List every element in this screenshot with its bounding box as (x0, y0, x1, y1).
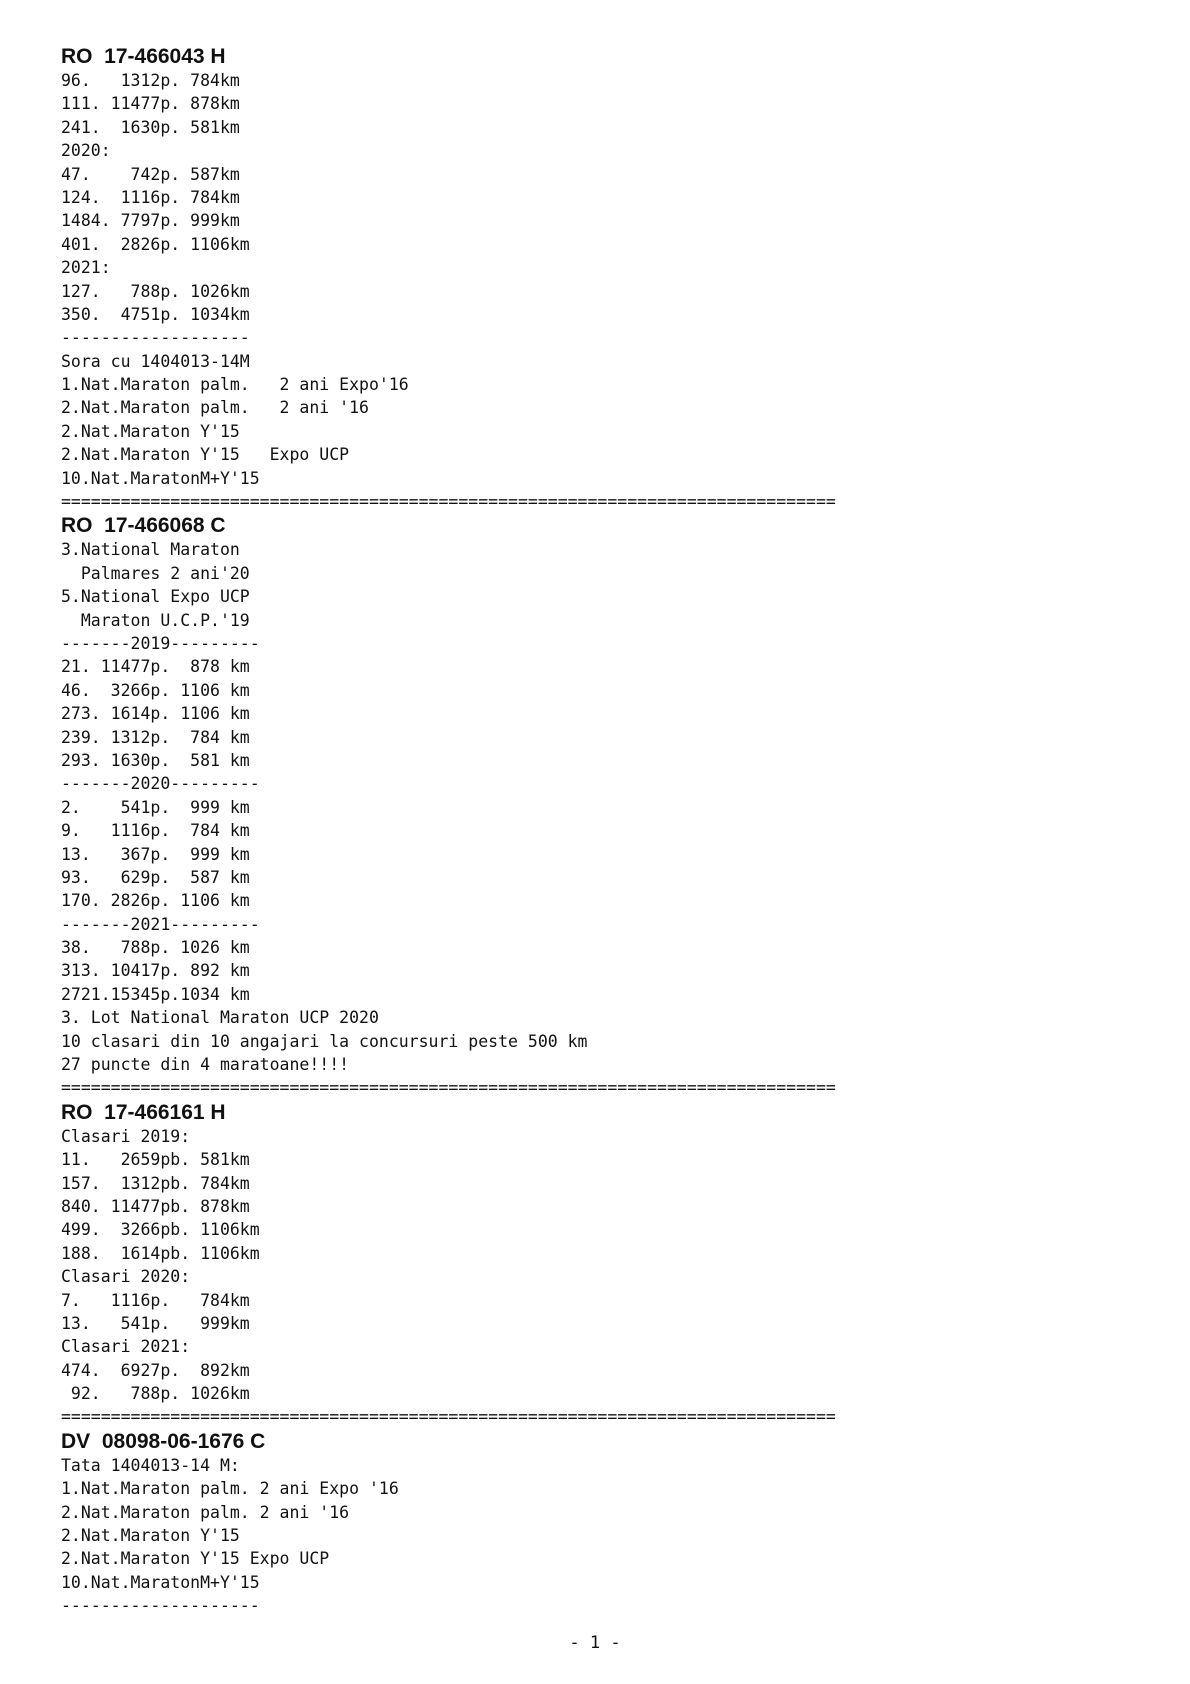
text-line: Clasari 2019: (61, 1126, 191, 1146)
text-line: 313. 10417p. 892 km (61, 961, 250, 981)
pedigree-entry (61, 1429, 1131, 1618)
dash-separator: ------------------- (61, 328, 250, 348)
ring-number-title: DV 08098-06-1676 C (61, 1429, 266, 1453)
text-line: 1.Nat.Maraton palm. 2 ani Expo '16 (61, 1479, 399, 1499)
text-line: 273. 1614p. 1106 km (61, 704, 250, 724)
pedigree-entry (61, 513, 1131, 1099)
dash-separator: -------------------- (61, 1596, 260, 1616)
year-separator: -------2021--------- (61, 914, 260, 934)
text-line: 93. 629p. 587 km (61, 867, 250, 887)
text-line: Palmares 2 ani'20 (61, 563, 250, 583)
text-line: 350. 4751p. 1034km (61, 304, 250, 324)
text-line: 13. 541p. 999km (61, 1313, 250, 1333)
text-line: Tata 1404013-14 M: (61, 1455, 240, 1475)
text-line: 10 clasari din 10 angajari la concursuri peste 500 km (61, 1031, 588, 1051)
text-line: 2721.15345p.1034 km (61, 984, 250, 1004)
text-line: 2020: (61, 141, 111, 161)
text-line: 27 puncte din 4 maratoane!!!! (61, 1055, 350, 1075)
text-line: 7. 1116p. 784km (61, 1290, 250, 1310)
text-line: 499. 3266pb. 1106km (61, 1220, 260, 1240)
text-line: Clasari 2021: (61, 1337, 191, 1357)
text-line: 124. 1116p. 784km (61, 187, 240, 207)
text-line: 10.Nat.MaratonM+Y'15 (61, 468, 260, 488)
ring-number-title: RO 17-466043 H (61, 45, 226, 68)
text-line: 2.Nat.Maraton Y'15 Expo UCP (61, 1549, 330, 1569)
ring-number-title: RO 17-466161 H (61, 1100, 226, 1124)
text-line: 241. 1630p. 581km (61, 117, 240, 137)
text-line: 111. 11477p. 878km (61, 94, 240, 114)
text-line: 3. Lot National Maraton UCP 2020 (61, 1008, 379, 1028)
page-number: - 1 - (569, 1633, 621, 1653)
text-line: 47. 742p. 587km (61, 164, 240, 184)
double-separator: ============================================================================== (61, 1407, 836, 1427)
text-line: Maraton U.C.P.'19 (61, 610, 250, 630)
text-line: 127. 788p. 1026km (61, 281, 250, 301)
text-line: 96. 1312p. 784km (61, 71, 240, 90)
text-line: 2.Nat.Maraton Y'15 (61, 1526, 240, 1546)
ring-number-title: RO 17-466068 C (61, 514, 226, 538)
text-line: 157. 1312pb. 784km (61, 1173, 250, 1193)
text-line: 239. 1312p. 784 km (61, 727, 250, 747)
text-line: 188. 1614pb. 1106km (61, 1243, 260, 1263)
text-line: 9. 1116p. 784 km (61, 821, 250, 841)
text-line: 38. 788p. 1026 km (61, 938, 250, 958)
text-line: 2.Nat.Maraton palm. 2 ani '16 (61, 398, 369, 418)
text-line: 92. 788p. 1026km (61, 1384, 250, 1404)
pedigree-entry (61, 44, 1131, 513)
double-separator: ============================================================================== (61, 1078, 836, 1098)
text-line: 2.Nat.Maraton Y'15 Expo UCP (61, 445, 350, 465)
text-line: 10.Nat.MaratonM+Y'15 (61, 1572, 260, 1592)
text-line: 2. 541p. 999 km (61, 797, 250, 817)
text-line: 2.Nat.Maraton Y'15 (61, 421, 240, 441)
text-line: 5.National Expo UCP (61, 587, 250, 607)
text-line: 11. 2659pb. 581km (61, 1150, 250, 1170)
text-line: 13. 367p. 999 km (61, 844, 250, 864)
text-line: 1484. 7797p. 999km (61, 211, 240, 231)
pedigree-entry (61, 1100, 1131, 1429)
double-separator: ============================================================================== (61, 492, 836, 512)
text-line: Clasari 2020: (61, 1267, 191, 1287)
text-line: 21. 11477p. 878 km (61, 657, 250, 677)
text-line: 474. 6927p. 892km (61, 1360, 250, 1380)
year-separator: -------2020--------- (61, 774, 260, 794)
text-line: 293. 1630p. 581 km (61, 750, 250, 770)
text-line: Sora cu 1404013-14M (61, 351, 250, 371)
text-line: 2021: (61, 258, 111, 278)
text-line: 2.Nat.Maraton palm. 2 ani '16 (61, 1502, 350, 1522)
year-separator: -------2019--------- (61, 633, 260, 653)
text-line: 1.Nat.Maraton palm. 2 ani Expo'16 (61, 375, 409, 395)
text-line: 46. 3266p. 1106 km (61, 680, 250, 700)
text-line: 840. 11477pb. 878km (61, 1196, 250, 1216)
document-page (61, 44, 1131, 1618)
text-line: 401. 2826p. 1106km (61, 234, 250, 254)
text-line: 170. 2826p. 1106 km (61, 891, 250, 911)
text-line: 3.National Maraton (61, 540, 240, 560)
